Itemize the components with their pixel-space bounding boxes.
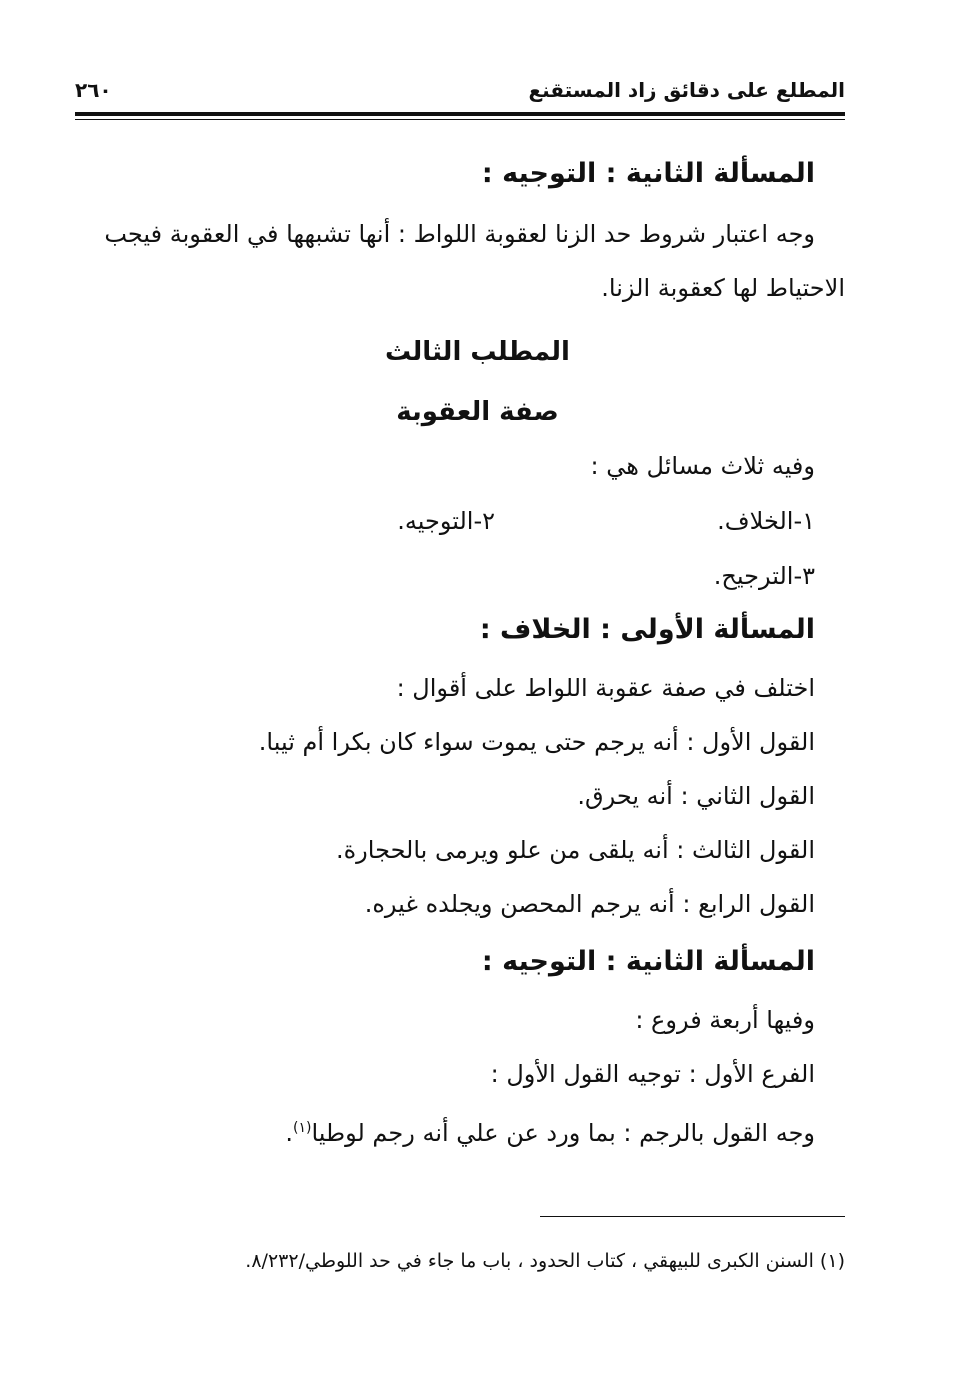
section-subtitle: صفة العقوبة <box>396 397 559 427</box>
running-title: المطلع على دقائق زاد المستقنع <box>528 78 845 102</box>
wajh-end: . <box>285 1119 293 1147</box>
heading-masala-2-tawjih: المسألة الثانية : التوجيه : <box>481 946 815 977</box>
furu-intro: وفيها أربعة فروع : <box>635 1006 815 1034</box>
section-title: المطلب الثالث <box>385 337 570 367</box>
heading-masala-2-tawjih: المسألة الثانية : التوجيه : <box>481 158 815 189</box>
qawl-line: القول الأول : أنه يرجم حتى يموت سواء كان بكرا أم ثيبا. <box>258 728 815 756</box>
qawl-line: القول الرابع : أنه يرجم المحصن ويجلده غيره. <box>364 890 815 918</box>
list-item: ١-الخلاف. <box>717 507 815 535</box>
qawl-line: القول الثاني : أنه يحرق. <box>577 782 815 810</box>
qawl-line: القول الثالث : أنه يلقى من علو ويرمى بالحجارة. <box>335 836 815 864</box>
far-line: الفرع الأول : توجيه القول الأول : <box>490 1060 815 1088</box>
page-number: ٢٦٠ <box>75 78 112 102</box>
list-item: ٢-التوجيه. <box>397 507 495 535</box>
heading-masala-1-khilaf: المسألة الأولى : الخلاف : <box>479 614 815 645</box>
footnote-rule <box>540 1216 845 1217</box>
header-rule-thick <box>75 112 845 116</box>
intro-line: وفيه ثلاث مسائل هي : <box>590 452 815 480</box>
footnote: (١) السنن الكبرى للبيهقي ، كتاب الحدود ، باب ما جاء في حد اللوطي/٨/٢٣٢. <box>245 1250 845 1272</box>
paragraph-line: وجه اعتبار شروط حد الزنا لعقوبة اللواط : أنها تشبهها في العقوبة فيجب <box>104 220 815 248</box>
wajh-text: وجه القول بالرجم : بما ورد عن علي أنه رجم لوطيا <box>311 1119 815 1147</box>
footnote-ref[interactable]: (١) <box>292 1120 312 1136</box>
list-item: ٣-الترجيح. <box>713 562 815 590</box>
header-rule-thin <box>75 119 845 120</box>
paragraph-line: الاحتياط لها كعقوبة الزنا. <box>601 274 845 302</box>
page-header <box>75 78 845 108</box>
khilaf-intro: اختلف في صفة عقوبة اللواط على أقوال : <box>396 674 815 702</box>
wajh-line <box>285 1112 815 1149</box>
